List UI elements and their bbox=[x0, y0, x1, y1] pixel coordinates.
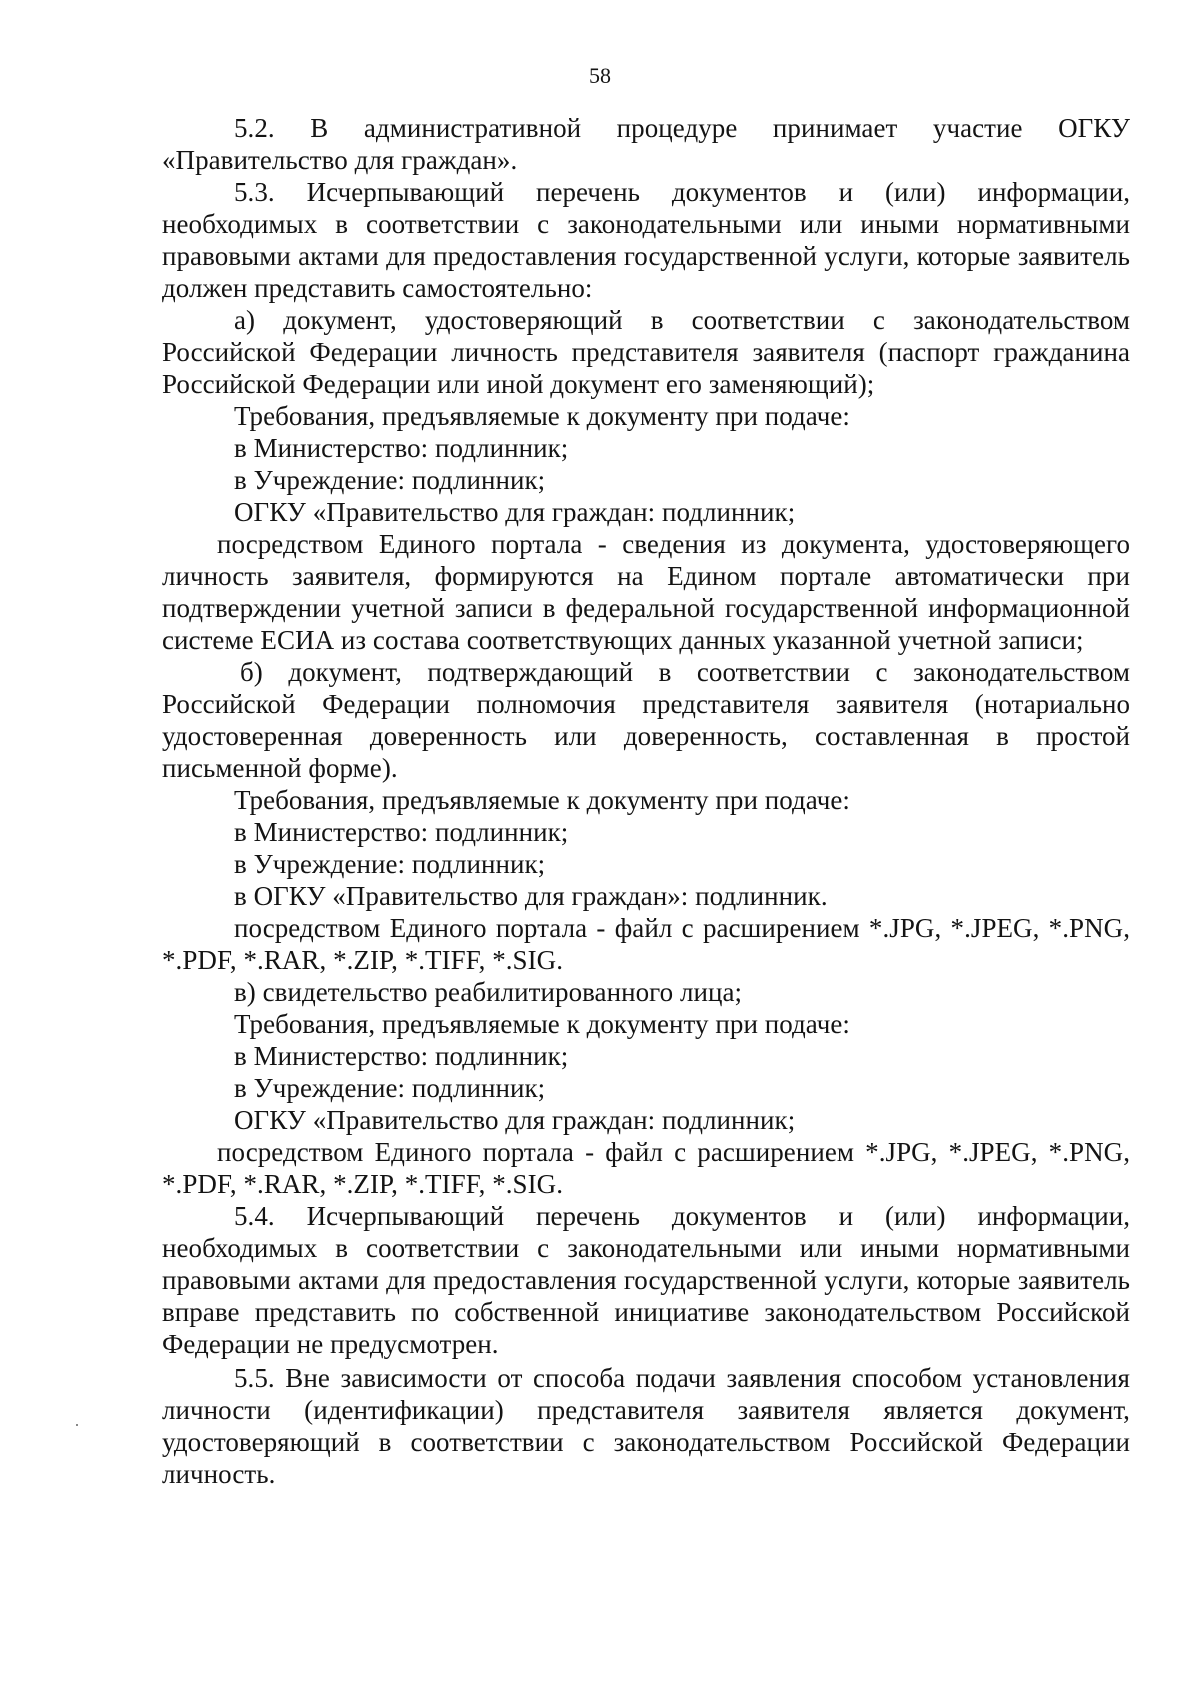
page-number: 58 bbox=[589, 63, 611, 88]
requirement-institution: в Учреждение: подлинник; bbox=[234, 465, 546, 495]
requirement-portal: посредством Единого портала - файл с расширением *.JPG, *.JPEG, *.PNG, *.PDF, *.RAR, *.ZIP, *.TIFF, *.SIG. bbox=[162, 913, 1130, 975]
requirement-ogku: в ОГКУ «Правительство для граждан»: подлинник. bbox=[234, 881, 828, 911]
requirement-ministry: в Министерство: подлинник; bbox=[234, 817, 569, 847]
requirement-institution: в Учреждение: подлинник; bbox=[234, 849, 546, 879]
requirement-ogku: ОГКУ «Правительство для граждан: подлинник; bbox=[234, 1105, 796, 1135]
requirements-heading: Требования, предъявляемые к документу при подаче: bbox=[234, 785, 850, 815]
requirement-ministry: в Министерство: подлинник; bbox=[234, 433, 569, 463]
scan-speck bbox=[76, 1424, 78, 1426]
requirements-heading: Требования, предъявляемые к документу при подаче: bbox=[234, 401, 850, 431]
requirement-portal: посредством Единого портала - сведения из документа, удостоверяющего личность заявителя, формируются на Едином портале автоматически при подтверждении учетной записи в федеральной государственной информационной системе ЕСИА из состава соответствующих данных указанной учетной записи; bbox=[162, 529, 1130, 655]
item-v: в) свидетельство реабилитированного лица; bbox=[234, 977, 743, 1007]
paragraph-5-3: 5.3. Исчерпывающий перечень документов и (или) информации, необходимых в соответствии с законодательными или иными нормативными правовыми актами для предоставления государственной услуги, которые заявитель должен представить самостоятельно: bbox=[162, 177, 1130, 303]
document-body bbox=[162, 112, 1130, 1490]
paragraph-5-2: 5.2. В административной процедуре принимает участие ОГКУ «Правительство для граждан». bbox=[162, 113, 1130, 175]
requirements-heading: Требования, предъявляемые к документу при подаче: bbox=[234, 1009, 850, 1039]
requirement-institution: в Учреждение: подлинник; bbox=[234, 1073, 546, 1103]
requirement-ogku: ОГКУ «Правительство для граждан: подлинник; bbox=[234, 497, 796, 527]
requirement-portal: посредством Единого портала - файл с расширением *.JPG, *.JPEG, *.PNG, *.PDF, *.RAR, *.ZIP, *.TIFF, *.SIG. bbox=[162, 1137, 1130, 1199]
requirement-ministry: в Министерство: подлинник; bbox=[234, 1041, 569, 1071]
item-a: а) документ, удостоверяющий в соответствии с законодательством Российской Федерации личность представителя заявителя (паспорт гражданина Российской Федерации или иной документ его заменяющий); bbox=[162, 305, 1130, 399]
paragraph-5-4: 5.4. Исчерпывающий перечень документов и (или) информации, необходимых в соответствии с законодательными или иными нормативными правовыми актами для предоставления государственной услуги, которые заявитель вправе представить по собственной инициативе законодательством Российской Федерации не предусмотрен. bbox=[162, 1201, 1130, 1359]
item-b: б) документ, подтверждающий в соответствии с законодательством Российской Федерации полномочия представителя заявителя (нотариально удостоверенная доверенность или доверенность, составленная в простой письменной форме). bbox=[162, 657, 1130, 783]
paragraph-5-5: 5.5. Вне зависимости от способа подачи заявления способом установления личности (идентификации) представителя заявителя является документ, удостоверяющий в соответствии с законодательством Российской Федерации личность. bbox=[162, 1363, 1130, 1489]
